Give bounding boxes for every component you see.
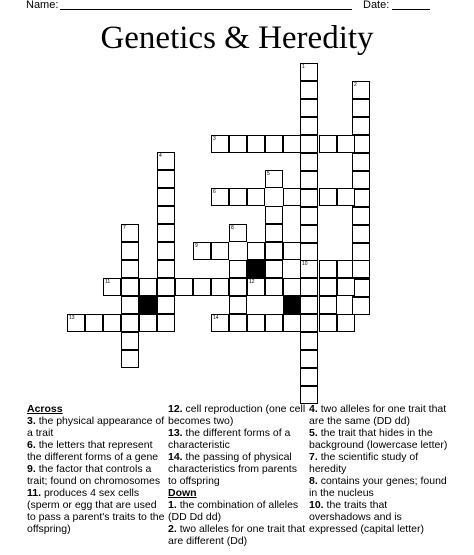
clue-number-6: 6 [213, 189, 216, 195]
grid-cell[interactable] [121, 242, 139, 260]
grid-cell[interactable] [300, 368, 318, 386]
grid-cell[interactable] [139, 314, 157, 332]
grid-cell[interactable] [247, 135, 265, 153]
grid-cell[interactable] [283, 188, 301, 206]
clue-down-2: 2. two alleles for one trait that are different (Dd) [168, 523, 306, 547]
grid-cell[interactable] [229, 260, 247, 278]
grid-cell[interactable] [265, 278, 283, 296]
grid-cell[interactable] [121, 260, 139, 278]
grid-cell[interactable] [265, 206, 283, 224]
grid-cell[interactable] [300, 207, 318, 225]
grid-cell[interactable] [157, 296, 175, 314]
clue-down-4: 4. two alleles for one trait that are the same (DD dd) [309, 403, 447, 427]
grid-cell[interactable] [352, 260, 370, 278]
clue-number-8: 8 [231, 225, 234, 231]
clue-number-7: 7 [123, 225, 126, 231]
grid-cell[interactable] [300, 278, 318, 296]
clue-number-4: 4 [159, 153, 162, 159]
grid-cell[interactable] [352, 297, 370, 315]
grid-cell[interactable] [211, 278, 229, 296]
grid-cell[interactable] [157, 278, 175, 296]
clues-column-2 [168, 403, 308, 547]
grid-cell[interactable] [337, 278, 355, 296]
grid-cell[interactable] [85, 314, 103, 332]
grid-cell[interactable] [352, 207, 370, 225]
grid-cell[interactable] [229, 135, 247, 153]
grid-cell[interactable] [193, 278, 211, 296]
grid-cell[interactable] [319, 296, 337, 314]
grid-cell[interactable] [300, 135, 318, 153]
black-cell [139, 296, 157, 314]
grid-cell[interactable] [121, 332, 139, 350]
clue-down-1: 1. the combination of alleles (DD Dd dd) [168, 499, 299, 523]
grid-cell[interactable] [337, 188, 355, 206]
date-label: Date: [363, 0, 390, 11]
clue-number-2: 2 [354, 82, 357, 88]
grid-cell[interactable] [103, 314, 121, 332]
grid-cell[interactable] [157, 224, 175, 242]
grid-cell[interactable] [265, 314, 283, 332]
grid-cell[interactable] [300, 243, 318, 261]
clues-column-1 [27, 403, 167, 535]
grid-cell[interactable] [157, 314, 175, 332]
clue-number-9: 9 [195, 243, 198, 249]
grid-cell[interactable] [352, 171, 370, 189]
grid-cell[interactable] [300, 386, 318, 404]
grid-cell[interactable] [175, 278, 193, 296]
grid-cell[interactable] [319, 135, 337, 153]
grid-cell[interactable] [265, 224, 283, 242]
grid-cell[interactable] [229, 314, 247, 332]
grid-cell[interactable] [300, 153, 318, 171]
grid-cell[interactable] [352, 99, 370, 117]
grid-cell[interactable] [229, 188, 247, 206]
grid-cell[interactable] [283, 135, 301, 153]
clue-number-12: 12 [249, 279, 255, 285]
grid-cell[interactable] [157, 260, 175, 278]
black-cell [247, 260, 265, 278]
grid-cell[interactable] [300, 350, 318, 368]
grid-cell[interactable] [337, 135, 355, 153]
grid-cell[interactable] [247, 242, 265, 260]
grid-cell[interactable] [283, 242, 301, 260]
grid-cell[interactable] [319, 278, 337, 296]
grid-cell[interactable] [157, 242, 175, 260]
clue-across-3: 3. the physical appearance of a trait [27, 415, 165, 439]
name-label: Name: [26, 0, 59, 11]
grid-cell[interactable] [300, 314, 318, 332]
grid-cell[interactable] [319, 188, 337, 206]
grid-cell[interactable] [337, 314, 355, 332]
grid-cell[interactable] [300, 225, 318, 243]
clue-across-11: 11. produces 4 sex cells (sperm or egg that are used to pass a parent's traits to the offspring) [27, 487, 165, 535]
grid-cell[interactable] [157, 206, 175, 224]
grid-cell[interactable] [265, 135, 283, 153]
grid-cell[interactable] [265, 242, 283, 260]
grid-cell[interactable] [300, 99, 318, 117]
clue-number-13: 13 [69, 315, 75, 321]
grid-cell[interactable] [300, 296, 318, 314]
grid-cell[interactable] [265, 260, 283, 278]
grid-cell[interactable] [283, 278, 301, 296]
grid-cell[interactable] [211, 242, 229, 260]
clue-number-14: 14 [213, 315, 219, 321]
grid-cell[interactable] [352, 243, 370, 261]
black-cell [283, 296, 301, 314]
grid-cell[interactable] [352, 117, 370, 135]
page-title: Genetics & Heredity [100, 20, 374, 56]
grid-cell[interactable] [352, 153, 370, 171]
clue-down-10: 10. the traits that overshadows and is expressed (capital letter) [309, 499, 424, 535]
grid-cell[interactable] [157, 170, 175, 188]
grid-cell[interactable] [157, 188, 175, 206]
clue-down-8: 8. contains your genes; found in the nucleus [309, 475, 447, 499]
grid-cell[interactable] [319, 314, 337, 332]
grid-cell[interactable] [300, 332, 318, 350]
grid-cell[interactable] [247, 188, 265, 206]
grid-cell[interactable] [300, 189, 318, 207]
clue-down-7: 7. the scientific study of heredity [309, 451, 419, 475]
clue-down-5: 5. the trait that hides in the background (lowercase letter) [309, 427, 448, 451]
across-heading: Across [27, 403, 63, 415]
clue-across-14: 14. the passing of physical characteristics from parents to offspring [168, 451, 297, 487]
grid-cell[interactable] [247, 314, 265, 332]
grid-cell[interactable] [300, 171, 318, 189]
grid-cell[interactable] [121, 278, 139, 296]
grid-cell[interactable] [283, 314, 301, 332]
clue-number-11: 11 [105, 279, 111, 285]
clues-column-3 [309, 403, 449, 535]
clue-across-13: 13. the different forms of a characteristic [168, 427, 291, 451]
grid-cell[interactable] [121, 314, 139, 332]
clue-number-1: 1 [302, 64, 305, 70]
down-heading: Down [168, 487, 197, 499]
grid-cell[interactable] [229, 278, 247, 296]
clue-across-12: 12. cell reproduction (one cell becomes two) [168, 403, 306, 427]
clue-number-3: 3 [213, 136, 216, 142]
clue-number-10: 10 [302, 261, 308, 267]
grid-cell[interactable] [121, 296, 139, 314]
grid-cell[interactable] [121, 350, 139, 368]
grid-cell[interactable] [300, 117, 318, 135]
clue-across-6: 6. the letters that represent the different forms of a gene [27, 439, 159, 463]
grid-cell[interactable] [139, 278, 157, 296]
grid-cell[interactable] [300, 81, 318, 99]
clue-number-5: 5 [267, 171, 270, 177]
grid-cell[interactable] [229, 296, 247, 314]
clue-across-9: 9. the factor that controls a trait; found on chromosomes [27, 463, 161, 487]
grid-cell[interactable] [352, 225, 370, 243]
grid-cell[interactable] [319, 260, 337, 278]
